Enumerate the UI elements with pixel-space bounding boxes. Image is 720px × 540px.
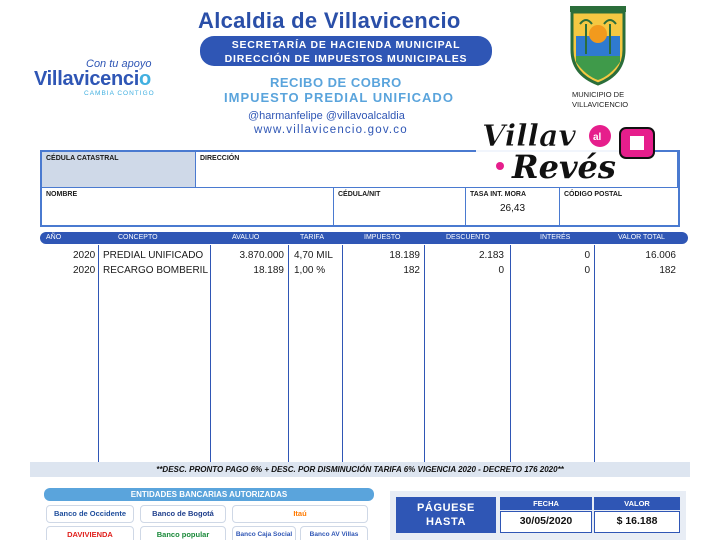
cedula-catastral-cell bbox=[42, 152, 196, 188]
svg-text:Villav: Villav bbox=[482, 119, 576, 154]
logo-word-o: o bbox=[139, 68, 151, 90]
band-line-1: SECRETARÍA DE HACIENDA MUNICIPAL bbox=[231, 39, 461, 51]
cell-valor-total: 182 bbox=[659, 265, 676, 276]
cell-tarifa: 4,70 MIL bbox=[294, 250, 333, 261]
alcaldia-title: Alcaldia de Villavicencio bbox=[198, 8, 461, 33]
cell-ano: 2020 bbox=[73, 250, 96, 261]
discount-note: **DESC. PRONTO PAGO 6% + DESC. POR DISMINUCIÓN TARIFA 6% VIGENCIA 2020 - DECRETO 176 2020** bbox=[30, 462, 690, 477]
tasa-mora-value: 26,43 bbox=[499, 203, 526, 214]
fecha-label: FECHA bbox=[500, 497, 592, 510]
cell-descuento: 2.183 bbox=[478, 250, 504, 261]
logo-word bbox=[34, 68, 151, 91]
paguese-hasta-label bbox=[396, 497, 496, 533]
cell-tarifa: 1,00 % bbox=[294, 265, 326, 276]
band-line-2: DIRECCIÓN DE IMPUESTOS MUNICIPALES bbox=[224, 53, 468, 65]
valor-value: $ 16.188 bbox=[594, 511, 680, 533]
villavo-al-reves-stamp bbox=[472, 112, 664, 190]
bank-popular: Banco popular bbox=[140, 526, 226, 540]
th-impuesto: IMPUESTO bbox=[364, 234, 401, 241]
cell-avaluo: 3.870.000 bbox=[239, 250, 284, 261]
social-handles: @harmanfelipe @villavoalcaldia bbox=[248, 110, 405, 122]
tasa-mora-cell bbox=[466, 188, 560, 225]
cell-avaluo: 18.189 bbox=[253, 265, 284, 276]
nombre-cell bbox=[42, 188, 334, 225]
valor-label: VALOR bbox=[594, 497, 680, 510]
table-row bbox=[40, 265, 680, 279]
bank-itau: Itaú bbox=[232, 505, 368, 523]
cell-valor-total: 16.006 bbox=[645, 250, 676, 261]
cell-interes: 0 bbox=[584, 250, 590, 261]
th-valor-total: VALOR TOTAL bbox=[618, 234, 665, 241]
cedula-catastral-label: CÉDULA CATASTRAL bbox=[46, 155, 119, 162]
cedula-nit-label: CÉDULA/NIT bbox=[338, 191, 381, 198]
municipio-line-2: VILLAVICENCIO bbox=[572, 100, 629, 109]
nombre-label: NOMBRE bbox=[46, 191, 78, 198]
cell-descuento: 0 bbox=[498, 265, 504, 276]
bank-davivienda: DAVIVIENDA bbox=[46, 526, 134, 540]
villavicencio-logo bbox=[34, 58, 174, 100]
recibo-title: RECIBO DE COBRO bbox=[270, 75, 402, 90]
cell-ano: 2020 bbox=[73, 265, 96, 276]
codigo-postal-cell bbox=[560, 188, 678, 225]
th-interes: INTERÉS bbox=[540, 234, 571, 241]
th-ano: AÑO bbox=[46, 234, 62, 241]
municipio-line-1: MUNICIPIO DE bbox=[572, 90, 625, 99]
bank-caja-social: Banco Caja Social bbox=[232, 526, 296, 540]
secretaria-band bbox=[200, 36, 492, 66]
website-link[interactable]: www.villavicencio.gov.co bbox=[254, 124, 408, 136]
impuesto-title: IMPUESTO PREDIAL UNIFICADO bbox=[224, 90, 454, 105]
fecha-value: 30/05/2020 bbox=[500, 511, 592, 533]
tasa-mora-label: TASA INT. MORA bbox=[470, 191, 526, 198]
direccion-label: DIRECCIÓN bbox=[200, 155, 240, 162]
cell-impuesto: 182 bbox=[403, 265, 420, 276]
banks-title: ENTIDADES BANCARIAS AUTORIZADAS bbox=[44, 488, 374, 501]
charges-table-header bbox=[40, 232, 688, 244]
th-avaluo: AVALUO bbox=[232, 234, 260, 241]
th-descuento: DESCUENTO bbox=[446, 234, 490, 241]
cedula-nit-cell bbox=[334, 188, 466, 225]
paguese-line-1: PÁGUESE bbox=[417, 502, 475, 514]
paguese-line-2: HASTA bbox=[425, 516, 467, 528]
bank-bogota: Banco de Bogotá bbox=[140, 505, 226, 523]
svg-text:Revés: Revés bbox=[512, 148, 616, 186]
cell-concepto: PREDIAL UNIFICADO bbox=[103, 250, 204, 261]
th-concepto: CONCEPTO bbox=[118, 234, 158, 241]
table-row bbox=[40, 250, 680, 264]
stamp-al-text: al bbox=[593, 132, 602, 143]
bank-av-villas: Banco AV Villas bbox=[300, 526, 368, 540]
municipal-shield-icon bbox=[566, 6, 630, 86]
bank-occidente: Banco de Occidente bbox=[46, 505, 134, 523]
municipio-label bbox=[572, 90, 628, 110]
logo-word-main: Villavicenci bbox=[34, 68, 139, 90]
cell-impuesto: 18.189 bbox=[389, 250, 420, 261]
charges-table-body bbox=[40, 245, 680, 463]
th-tarifa: TARIFA bbox=[300, 234, 324, 241]
logo-apoyo: Con tu apoyo bbox=[86, 58, 152, 70]
cell-concepto: RECARGO BOMBERIL bbox=[103, 265, 209, 276]
codigo-postal-label: CÓDIGO POSTAL bbox=[564, 191, 623, 198]
cell-interes: 0 bbox=[584, 265, 590, 276]
logo-sub: CAMBIA CONTIGO bbox=[84, 90, 155, 97]
